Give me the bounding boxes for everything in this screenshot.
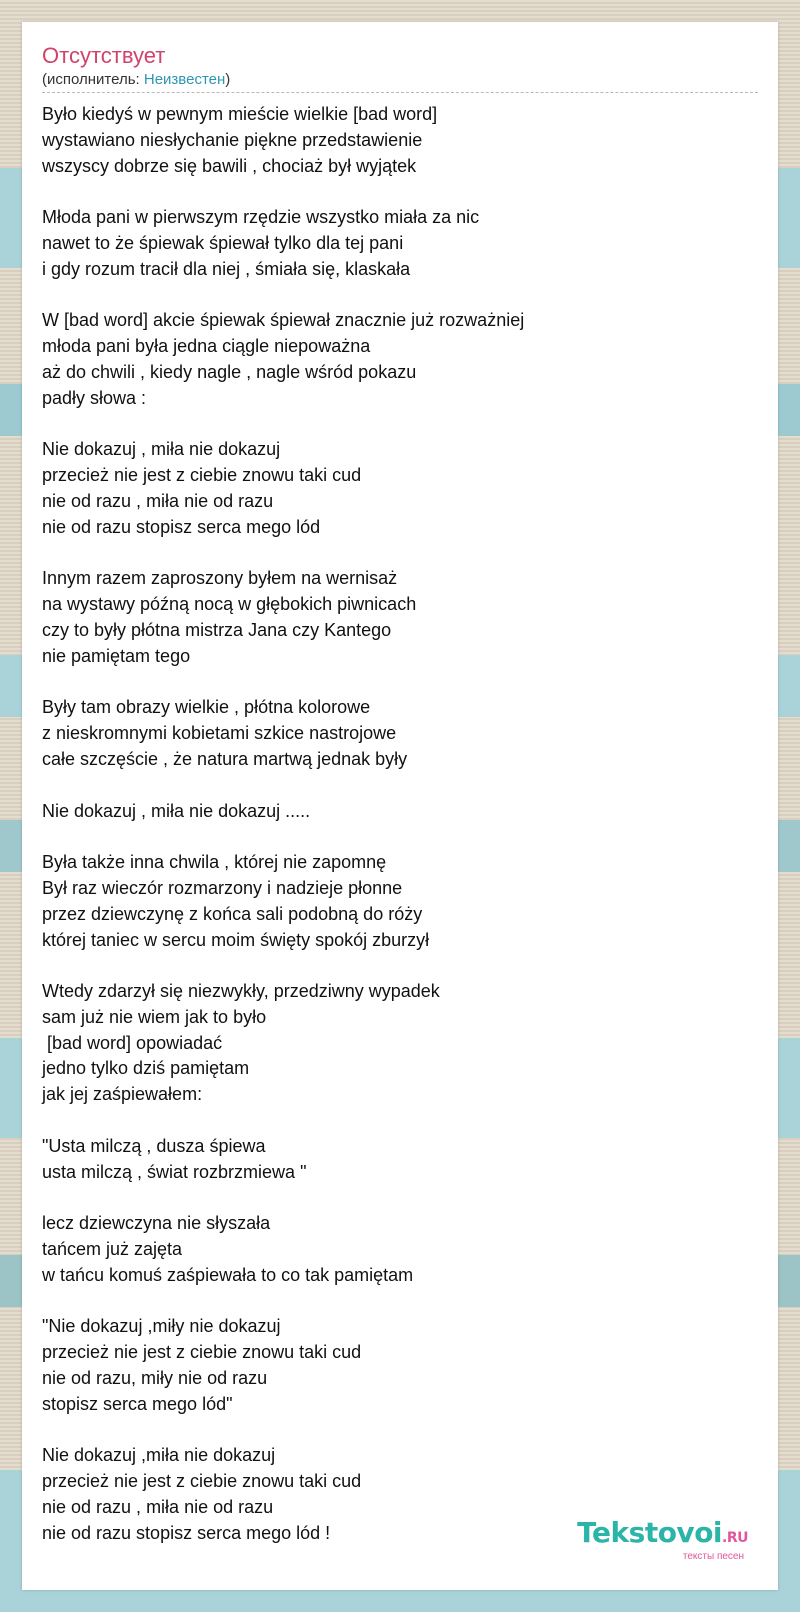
lyric-line: nie od razu , miła nie od razu bbox=[42, 490, 274, 511]
lyric-line: której taniec w sercu moim święty spokój zburzył bbox=[42, 929, 430, 950]
lyric-line: nawet to że śpiewak śpiewał tylko dla tej pani bbox=[42, 232, 404, 253]
lyric-line: w tańcu komuś zaśpiewała to co tak pamiętam bbox=[42, 1264, 414, 1285]
logo-name: Tekstovoi bbox=[577, 1516, 723, 1549]
lyrics-text bbox=[42, 102, 758, 1547]
dashed-divider bbox=[42, 92, 758, 93]
lyric-line: nie od razu stopisz serca mego lód ! bbox=[42, 1522, 331, 1543]
lyric-line bbox=[42, 1418, 758, 1444]
lyric-line: tańcem już zajęta bbox=[42, 1239, 183, 1260]
lyric-line bbox=[42, 773, 758, 799]
lyric-line: z nieskromnymi kobietami szkice nastrojowe bbox=[42, 723, 397, 744]
lyric-line: przecież nie jest z ciebie znowu taki cud bbox=[42, 1471, 362, 1492]
lyric-line: Nie dokazuj ,miła nie dokazuj bbox=[42, 1445, 276, 1466]
lyric-line: młoda pani była jedna ciągle niepoważna bbox=[42, 336, 371, 357]
lyric-line: Nie dokazuj , miła nie dokazuj ..... bbox=[42, 800, 311, 821]
lyric-line: Były tam obrazy wielkie , płótna kolorowe bbox=[42, 697, 371, 718]
song-title: Отсутствует bbox=[42, 43, 166, 68]
lyric-line bbox=[42, 1108, 758, 1134]
site-logo[interactable] bbox=[577, 1518, 748, 1562]
lyric-line bbox=[42, 824, 758, 850]
lyric-line: lecz dziewczyna nie słyszała bbox=[42, 1213, 271, 1234]
logo-tagline: тексты песен bbox=[682, 1551, 744, 1562]
lyric-line: nie od razu , miła nie od razu bbox=[42, 1497, 274, 1518]
artist-prefix: (исполнитель: bbox=[42, 71, 144, 88]
artist-line bbox=[42, 70, 230, 90]
lyric-line: jedno tylko dziś pamiętam bbox=[42, 1058, 250, 1079]
lyric-line: Była także inna chwila , której nie zapomnę bbox=[42, 852, 387, 873]
lyric-line: Nie dokazuj , miła nie dokazuj bbox=[42, 439, 281, 460]
lyric-line: przez dziewczynę z końca sali podobną do róży bbox=[42, 903, 423, 924]
lyric-line bbox=[42, 179, 758, 205]
lyric-line: całe szczęście , że natura martwą jednak były bbox=[42, 748, 408, 769]
lyric-line: Innym razem zaproszony byłem na wernisaż bbox=[42, 568, 398, 589]
lyric-line: nie od razu stopisz serca mego lód bbox=[42, 516, 321, 537]
lyric-line: [bad word] opowiadać bbox=[42, 1032, 223, 1053]
lyric-line: Był raz wieczór rozmarzony i nadzieje płonne bbox=[42, 877, 403, 898]
lyric-line: "Usta milczą , dusza śpiewa bbox=[42, 1135, 266, 1156]
lyric-line bbox=[42, 283, 758, 309]
lyric-line: aż do chwili , kiedy nagle , nagle wśród pokazu bbox=[42, 361, 417, 382]
artist-link[interactable]: Неизвестен bbox=[143, 71, 226, 88]
lyric-line bbox=[42, 1289, 758, 1315]
lyric-line: Wtedy zdarzył się niezwykły, przedziwny wypadek bbox=[42, 981, 440, 1002]
lyric-line: przecież nie jest z ciebie znowu taki cud bbox=[42, 465, 362, 486]
lyric-line: przecież nie jest z ciebie znowu taki cud bbox=[42, 1342, 362, 1363]
lyric-line: "Nie dokazuj ,miły nie dokazuj bbox=[42, 1316, 281, 1337]
lyrics-card bbox=[22, 22, 778, 1590]
lyric-line: nie od razu, miły nie od razu bbox=[42, 1368, 268, 1389]
lyric-line bbox=[42, 412, 758, 438]
lyric-line: Było kiedyś w pewnym mieście wielkie [bad word] bbox=[42, 104, 438, 124]
lyric-line: Młoda pani w pierwszym rzędzie wszystko miała za nic bbox=[42, 207, 480, 228]
lyric-line bbox=[42, 541, 758, 567]
lyric-line: na wystawy późną nocą w głębokich piwnicach bbox=[42, 594, 417, 615]
lyric-line bbox=[42, 953, 758, 979]
lyric-line: wszyscy dobrze się bawili , chociaż był wyjątek bbox=[42, 155, 417, 176]
lyric-line: jak jej zaśpiewałem: bbox=[42, 1084, 203, 1105]
lyric-line: sam już nie wiem jak to było bbox=[42, 1006, 267, 1027]
logo-tld: .RU bbox=[722, 1530, 748, 1546]
artist-suffix: ) bbox=[225, 71, 231, 88]
lyric-line: i gdy rozum tracił dla niej , śmiała się, klaskała bbox=[42, 258, 411, 279]
lyric-line bbox=[42, 1185, 758, 1211]
lyric-line: stopisz serca mego lód" bbox=[42, 1393, 233, 1414]
lyric-line: usta milczą , świat rozbrzmiewa " bbox=[42, 1161, 307, 1182]
lyric-line: wystawiano niesłychanie piękne przedstawienie bbox=[42, 129, 423, 150]
lyric-line: padły słowa : bbox=[42, 387, 147, 408]
lyric-line: czy to były płótna mistrza Jana czy Kantego bbox=[42, 619, 392, 640]
lyric-line: W [bad word] akcie śpiewak śpiewał znacznie już rozważniej bbox=[42, 310, 525, 331]
lyric-line bbox=[42, 670, 758, 696]
lyric-line: nie pamiętam tego bbox=[42, 645, 191, 666]
